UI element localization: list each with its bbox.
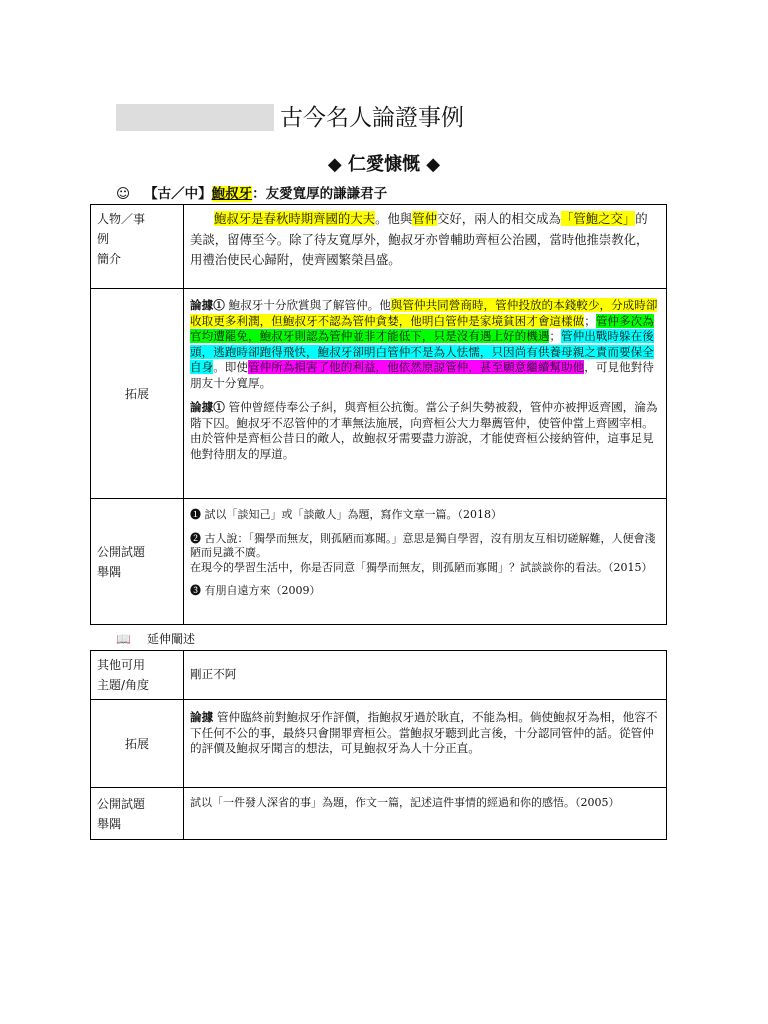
exam2-content: [184, 788, 667, 840]
argument-2-head: 論據①: [190, 400, 225, 414]
intro-paragraph: [190, 209, 660, 271]
extend-heading: [116, 630, 195, 648]
expand2-row: [91, 700, 667, 788]
expand-content: [184, 289, 667, 499]
person-tag: 【古／中】: [144, 186, 212, 202]
exam2-text: 試以「一件發人深省的事」為題，作文一篇，記述這件事情的經過和你的感悟。（2005）: [190, 796, 620, 809]
exam2-label-line: 舉隅: [97, 816, 122, 831]
extend-heading-text: 延伸闡述: [146, 632, 195, 646]
intro-label-line: 簡介: [97, 252, 122, 266]
intro-highlight-2: 管仲: [412, 211, 438, 226]
theme-label-line: 其他可用: [97, 658, 146, 672]
exam-question-2: ❷ 古人說：「獨學而無友，則孤陋而寡聞。」意思是獨自學習，沒有朋友互相切磋解難，人便會淺陋而見識不廣。: [190, 531, 656, 559]
exam2-row: [91, 788, 667, 840]
highlight-magenta: 管仲所為損害了他的利益，他依然原諒管仲，甚至願意繼續幫助他: [248, 360, 585, 374]
exam-question-3: ❸ 有朋自遠方來（2009）: [190, 584, 321, 597]
exam-question-2-followup: 在現今的學習生活中，你是否同意「獨學而無友，則孤陋而寡聞」？試談談你的看法。（2015）: [190, 560, 653, 574]
intro-highlight-1: 鮑叔牙是春秋時期齊國的大夫: [214, 211, 376, 226]
intro-label: [91, 205, 184, 289]
intro-row: [91, 205, 667, 289]
argument-1-head: 論據①: [190, 298, 225, 312]
intro-highlight-3: 「管鮑之交」: [560, 211, 636, 226]
theme-row: [91, 651, 667, 700]
highlight-yellow: 與管仲共同營商時，管仲投放的本錢較少，分成時卻收取更多利潤，但鮑叔牙不認為管仲貪婪，他明白管仲是家境貧困才會這樣做: [190, 298, 658, 328]
intro-text: 的美談，留傳至今。除了待友寬厚外，鮑叔牙亦曾輔助齊桓公治國，當時他推崇教化，用禮治使民心歸附，使齊國繁榮昌盛。: [190, 211, 649, 267]
argument-text: ，可見他對待朋友十分寬厚。: [190, 360, 654, 390]
extend-table: [90, 650, 667, 840]
exam-row: [91, 499, 667, 625]
argument-text: ；: [584, 313, 596, 328]
exam2-label: [91, 788, 184, 840]
page-title: 古今名人論證事例: [280, 105, 464, 131]
intro-label-line: 人物／事: [97, 212, 146, 226]
exam-label: [91, 499, 184, 625]
exam-label-line: 公開試題: [97, 544, 146, 559]
title-grey-block: [116, 104, 274, 131]
highlight-cyan: 管仲出戰時躲在後頭，逃跑時卻跑得飛快，鮑叔牙卻明白管仲不是為人怯懦，只因尚有供養母親之責而要保全自身: [190, 329, 654, 374]
argument-text: 管仲曾經侍奉公子糾，與齊桓公抗衡。當公子糾失勢被殺，管仲亦被押返齊國，淪為階下囚。鮑叔牙不忍管仲的才華無法施展，向齊桓公大力舉薦管仲，使管仲當上齊國宰相。由於管仲是齊桓公昔日的敵人，故鮑叔牙需要盡力游說，才能使齊桓公接納管仲，這事足見他對待朋友的厚道。: [190, 400, 658, 461]
expand-row: [91, 289, 667, 499]
argument-text: 。即使: [213, 360, 248, 374]
argument-text: 管仲臨終前對鮑叔牙作評價，指鮑叔牙過於耿直，不能為相。倘使鮑叔牙為相，他容不下任何不公的事，最終只會開罪齊桓公。當鮑叔牙聽到此言後，十分認同管仲的話。從管仲的評價及鮑叔牙聞言的想法，可見鮑叔牙為人十分正直。: [190, 710, 658, 755]
theme-label: [91, 651, 184, 700]
expand2-label: 拓展: [91, 700, 184, 788]
theme-label-line: 主題/角度: [97, 678, 150, 692]
intro-text: 。他與: [375, 211, 413, 226]
book-icon: 📖: [116, 632, 131, 646]
exam-content: [184, 499, 667, 625]
argument-text: ；: [549, 329, 562, 343]
intro-label-line: 例: [97, 232, 110, 246]
intro-text: 交好，兩人的相交成為: [437, 211, 561, 226]
expand2-argument-head: 論據: [190, 710, 214, 724]
section-heading: ◆ 仁愛慷慨 ◆: [327, 154, 441, 175]
exam-label-line: 舉隅: [97, 564, 122, 579]
expand-label: 拓展: [91, 289, 184, 499]
person-name: 鮑叔牙: [211, 186, 253, 202]
argument-1: [190, 298, 660, 391]
expand2-content: [184, 700, 667, 788]
intro-content: [184, 205, 667, 289]
theme-content: [184, 651, 667, 700]
expand2-argument: [190, 710, 660, 757]
argument-2: [190, 400, 660, 462]
person-heading: [116, 184, 387, 204]
highlight-green: 管仲多次為官均遭罷免，鮑叔牙則認為管仲並非才能低下，只是沒有遇上好的機遇: [190, 313, 654, 343]
theme-text: 剛正不阿: [190, 667, 237, 682]
person-subtitle: ：友愛寬厚的謙謙君子: [252, 186, 388, 202]
exam2-label-line: 公開試題: [97, 796, 146, 811]
argument-text: 鮑叔牙十分欣賞與了解管仲。他: [224, 298, 391, 312]
exam-question-1: ❶ 試以「談知己」或「談敵人」為題，寫作文章一篇。（2018）: [190, 508, 502, 521]
smiley-icon: ☺: [116, 186, 131, 202]
main-table: [90, 204, 667, 625]
